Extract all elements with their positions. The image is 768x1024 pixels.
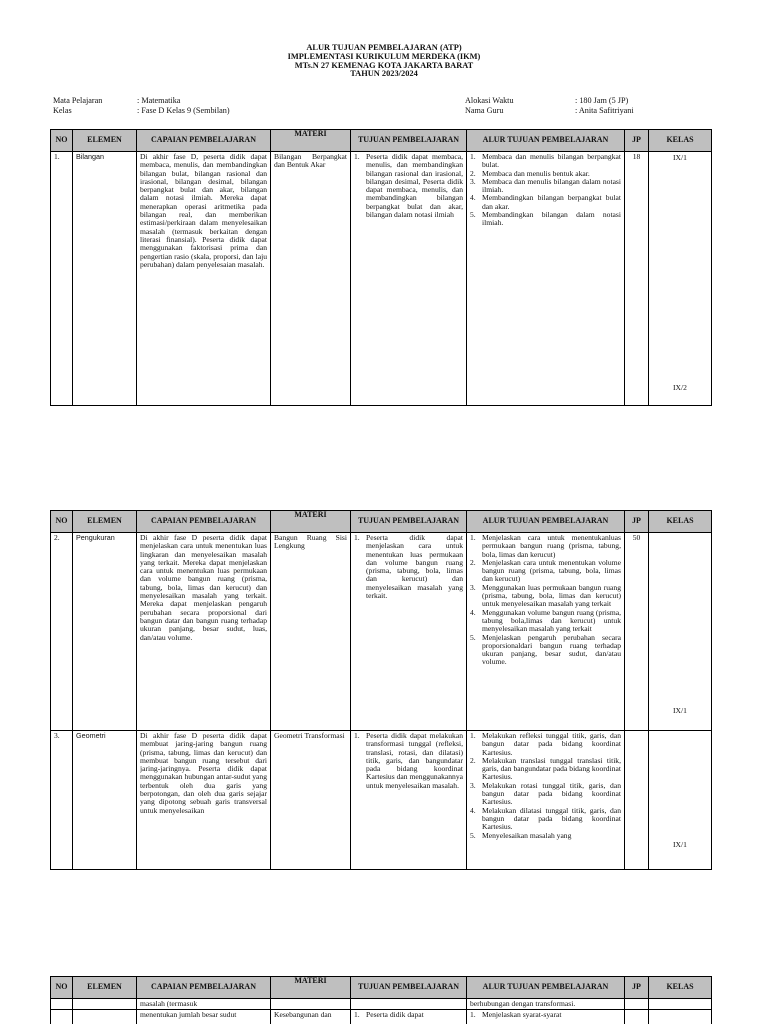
header-jp: JP: [625, 511, 649, 533]
header-kelas: KELAS: [649, 511, 712, 533]
mapel-value: : Matematika: [137, 96, 181, 105]
header-jp: JP: [625, 977, 649, 999]
row-no: 1.: [51, 152, 73, 406]
kelas-value: IX/1: [673, 840, 687, 849]
title-line-3: MTs.N 27 KEMENAG KOTA JAKARTA BARAT: [294, 60, 474, 70]
header-jp: JP: [625, 130, 649, 152]
table-row: [51, 533, 712, 731]
header-cp: CAPAIAN PEMBELAJARAN: [137, 130, 271, 152]
header-kelas: KELAS: [649, 977, 712, 999]
list-item: 1. Menjelaskan cara untuk menentukanluas permukaan bangun ruang (prisma, tabung, bola, limas dan kerucut): [470, 533, 621, 559]
row-alur: [467, 152, 625, 406]
row-tujuan: [351, 152, 467, 406]
list-item: 4. Menggunakan volume bangun ruang (prisma, tabung bola,limas dan kerucut) untuk menyelesaikan masalah yang terkait: [470, 607, 621, 634]
header-materi: MATERI: [271, 977, 351, 999]
header-cp: CAPAIAN PEMBELAJARAN: [137, 511, 271, 533]
header-row: [51, 977, 712, 999]
list-item: 3. Membaca dan menulis bilangan dalam notasi ilmiah.: [470, 176, 621, 195]
kelas-value: : Fase D Kelas 9 (Sembilan): [137, 105, 230, 115]
row-elemen: Pengukuran: [73, 533, 137, 731]
header-no: NO: [51, 977, 73, 999]
atp-table-3: [50, 976, 712, 1024]
header-materi: MATERI: [271, 130, 351, 152]
row-no: 2.: [51, 533, 73, 731]
header-tujuan: TUJUAN PEMBELAJARAN: [351, 511, 467, 533]
header-elemen: ELEMEN: [73, 130, 137, 152]
list-item: 2. Melakukan translasi tunggal translasi titik, garis, dan bangundatar pada bidang koordinat Kartesius.: [470, 755, 621, 782]
row-cp: masalah (termasuk: [137, 999, 271, 1010]
row-kelas: [649, 533, 712, 731]
row-jp: [625, 731, 649, 870]
list-item: 1. Peserta didik dapat melakukan transformasi tunggal (refleksi, translasi, rotasi, dan dilatasi) titik, garis, dan bangundatar pada bidang koordinat Kartesius dan menggunakannya untuk menyelesaikan masalah.: [354, 731, 464, 790]
title-line-2: IMPLEMENTASI KURIKULUM MERDEKA (IKM): [287, 51, 481, 61]
guru-label: Nama Guru: [465, 105, 504, 115]
header-alur: ALUR TUJUAN PEMBELAJARAN: [467, 511, 625, 533]
header-materi: MATERI: [271, 511, 351, 533]
list-item: 1. Peserta didik dapat membaca, menulis, dan membandingkan bilangan rasional dan irasional, bilangan desimal, Peserta didik dapat membaca, menulis, dan membandingkan bilangan berpangkat bulat dan akar, bilangan dalam notasi ilmiah: [354, 152, 463, 220]
row-kelas: [649, 731, 712, 870]
mapel-label: Mata Pelajaran: [53, 96, 103, 105]
header-tujuan: TUJUAN PEMBELAJARAN: [351, 130, 467, 152]
guru-value: : Anita Safitriyani: [575, 105, 634, 115]
document-title: [0, 44, 768, 79]
title-line-4: TAHUN 2023/2024: [350, 69, 418, 79]
list-item: 4. Membandingkan bilangan berpangkat bulat dan akar.: [470, 193, 621, 211]
row-materi: Geometri Transformasi: [271, 731, 351, 870]
row-jp: 18: [625, 152, 649, 406]
list-item: 2. Membaca dan menulis bentuk akar.: [470, 168, 590, 178]
row-cp: Di akhir fase D peserta didik dapat membuat jaring-jaring bangun ruang (prisma, tabung, limas dan kerucut) dan membuat bangun ruang tersebut dari jaring-jaringnya. Peserta didik dapat menggunakan hubungan antar-sudut yang terbentuk oleh dua garis yang berpotongan, dan oleh dua garis sejajar yang dipotong sebuah garis transversal untuk menyelesaikan: [137, 731, 271, 870]
row-cp: menentukan jumlah besar sudut: [137, 1010, 271, 1024]
header-tujuan: TUJUAN PEMBELAJARAN: [351, 977, 467, 999]
list-item: 1. Membaca dan menulis bilangan berpangkat bulat.: [470, 152, 621, 170]
header-cp: CAPAIAN PEMBELAJARAN: [137, 977, 271, 999]
row-tujuan: [351, 533, 467, 731]
list-item: 3. Menggunakan luas permukaan bangun ruang (prisma, tabung, bola, limas dan kerucut) untuk menyelesaikan masalah yang terkait: [470, 582, 621, 609]
alokasi-value: : 180 Jam (5 JP): [575, 96, 629, 105]
list-item: 1. Peserta didik dapat: [354, 1010, 424, 1020]
table-row: [51, 152, 712, 406]
row-alur: berhubungan dengan transformasi.: [467, 999, 625, 1010]
list-item: 5. Menjelaskan pengaruh perubahan secara proporsionaldari bangun ruang terhadap ukuran panjang, besar sudut, dan/atau volume.: [470, 632, 621, 667]
header-kelas: KELAS: [649, 130, 712, 152]
header-alur: ALUR TUJUAN PEMBELAJARAN: [467, 130, 625, 152]
row-tujuan: [351, 731, 467, 870]
row-alur: [467, 1010, 625, 1024]
header-alur: ALUR TUJUAN PEMBELAJARAN: [467, 977, 625, 999]
list-item: 1. Melakukan refleksi tunggal titik, garis, dan bangun datar pada bidang koordinat Kartesius.: [470, 732, 621, 757]
row-cp: Di akhir fase D peserta didik dapat menjelaskan cara untuk menentukan luas lingkaran dan menyelesaikan masalah yang terkait. Mereka dapat menjelaskan cara untuk menentukan luas permukaan dan volume bangun ruang (prisma, tabung, bola, limas dan kerucut) dan menyelesaikan masalah yang terkait. Mereka dapat menjelaskan pengaruh perubahan secara proporsional dari bangun datar dan bangun ruang terhadap ukuran panjang, besar sudut, luas, dan/atau volume.: [137, 533, 271, 731]
atp-table-1: [50, 129, 712, 406]
header-elemen: ELEMEN: [73, 977, 137, 999]
list-item: 3. Melakukan rotasi tunggal titik, garis, dan bangun datar pada bidang koordinat Kartesius.: [470, 780, 621, 807]
kelas-value: IX/1: [673, 153, 687, 162]
row-alur: [467, 533, 625, 731]
row-materi: Bangun Ruang Sisi Lengkung: [271, 533, 351, 731]
table-row: [51, 1010, 712, 1024]
row-materi: Bilangan Berpangkat dan Bentuk Akar: [271, 152, 351, 406]
kelas-label: Kelas: [53, 105, 72, 115]
table-row: [51, 999, 712, 1010]
list-item: 4. Melakukan dilatasi tunggal titik, garis, dan bangun datar pada bidang koordinat Kartesius.: [470, 805, 621, 832]
title-line-1: ALUR TUJUAN PEMBELAJARAN (ATP): [306, 43, 462, 52]
kelas-value: IX/2: [673, 383, 687, 392]
row-materi: Kesebangunan dan: [271, 1010, 351, 1024]
meta-right: [465, 96, 634, 115]
row-kelas: [649, 152, 712, 406]
list-item: 2. Menjelaskan cara untuk menentukan volume bangun ruang (prisma, tabung, bola, limas dan kerucut): [470, 557, 621, 584]
row-elemen: Bilangan: [73, 152, 137, 406]
row-elemen: Geometri: [73, 731, 137, 870]
alokasi-label: Alokasi Waktu: [465, 96, 514, 105]
list-item: 5. Menyelesaikan masalah yang: [470, 830, 572, 840]
list-item: 1. Menjelaskan syarat-syarat: [470, 1010, 562, 1020]
atp-table-2: [50, 510, 712, 870]
row-alur: [467, 731, 625, 870]
kelas-value: IX/1: [673, 706, 687, 715]
meta-left: [53, 96, 230, 115]
header-row: [51, 130, 712, 152]
header-no: NO: [51, 511, 73, 533]
row-cp: Di akhir fase D, peserta didik dapat membaca, menulis, dan membandingkan bilangan bulat, bilangan rasional dan irasional, bilangan desimal, bilangan berpangkat bulat dan akar, bilangan dalam notasi ilmiah. Mereka dapat menerapkan operasi aritmetika pada bilangan real, dan memberikan estimasi/perkiraan dalam menyelesaikan masalah (termasuk berkaitan dengan literasi finansial). Peserta didik dapat menggunakan faktorisasi prima dan pengertian rasio (skala, proporsi, dan laju perubahan) dalam penyelesaian masalah.: [137, 152, 271, 406]
table-3-clip: [0, 970, 768, 1024]
table-row: [51, 731, 712, 870]
list-item: 1. Peserta didik dapat menjelaskan cara untuk menentukan luas permukaan dan volume bangun ruang (prisma, tabung, bola, limas dan kerucut) dan menyelesaikan masalah yang terkait.: [354, 533, 463, 601]
header-elemen: ELEMEN: [73, 511, 137, 533]
header-row: [51, 511, 712, 533]
header-no: NO: [51, 130, 73, 152]
row-jp: 50: [625, 533, 649, 731]
list-item: 5. Membandingkan bilangan dalam notasi ilmiah.: [470, 210, 621, 228]
row-tujuan: [351, 1010, 467, 1024]
row-no: 3.: [51, 731, 73, 870]
